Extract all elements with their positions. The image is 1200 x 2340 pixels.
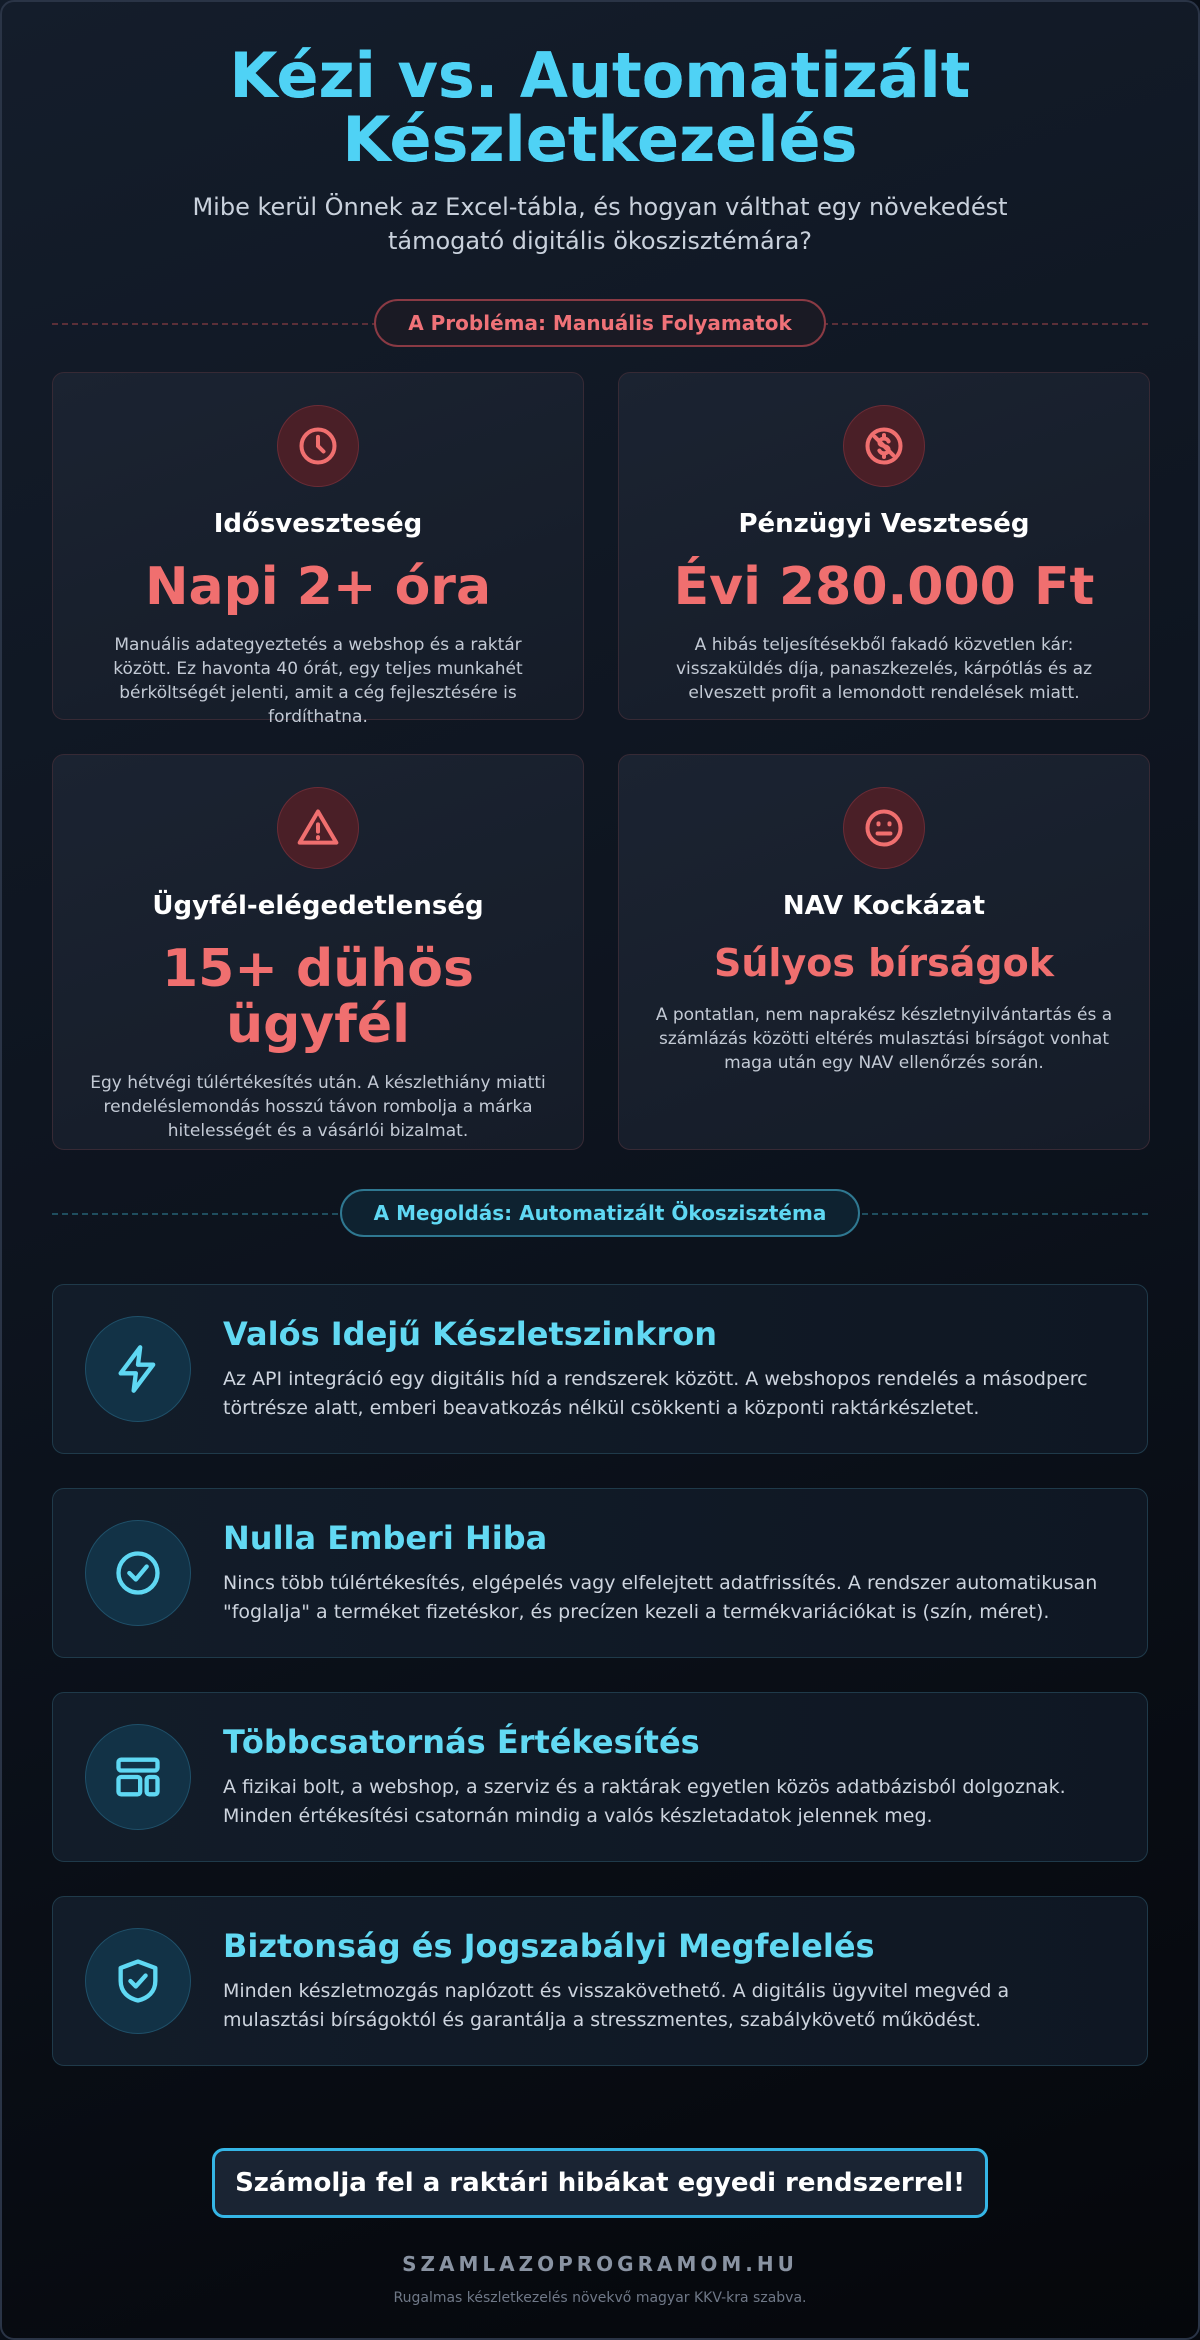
- solution-description: A fizikai bolt, a webshop, a szerviz és a raktárak egyetlen közös adatbázisból dolgoznak. Minden értékesítési csatornán mindig a valós készletadatok jelennek meg.: [223, 1776, 1066, 1827]
- warning-icon: [277, 787, 359, 869]
- solution-text: [223, 1315, 1103, 1423]
- solution-item-multichannel: [52, 1692, 1148, 1862]
- cta-button[interactable]: Számolja fel a raktári hibákat egyedi rendszerrel!: [212, 2148, 988, 2218]
- neutral-face-icon: [843, 787, 925, 869]
- title-line-1: Kézi vs. Automatizált: [229, 39, 971, 112]
- card-stat: Súlyos bírságok: [714, 941, 1054, 985]
- title-line-2: Készletkezelés: [342, 103, 858, 176]
- solution-description: Az API integráció egy digitális híd a rendszerek között. A webshopos rendelés a másodperc törtrésze alatt, emberi beavatkozás nélkül csökkenti a központi raktárkészletet.: [223, 1368, 1088, 1419]
- card-title: Idősveszteség: [213, 509, 423, 539]
- footer: [2, 2252, 1198, 2306]
- shield-check-icon: [85, 1928, 191, 2034]
- problem-section-divider: [52, 298, 1148, 348]
- layout-icon: [85, 1724, 191, 1830]
- solution-text: [223, 1927, 1103, 2035]
- card-description: Egy hétvégi túlértékesítés után. A készlethiány miatti rendeléslemondás hosszú távon rombolja a márka hitelességét és a vásárlói bizalmat.: [90, 1073, 546, 1141]
- money-loss-icon: [843, 405, 925, 487]
- solution-description: Nincs több túlértékesítés, elgépelés vagy elfelejtett adatfrissítés. A rendszer automatikusan "foglalja" a terméket fizetéskor, és precízen kezeli a termékvariációkat is (szín, méret).: [223, 1572, 1098, 1623]
- problem-card-customer-dissatisfaction: [52, 754, 584, 1150]
- page-title: [2, 39, 1198, 176]
- solution-title: Valós Idejű Készletszinkron: [223, 1315, 717, 1353]
- hero: [2, 2, 1198, 258]
- card-stat: Évi 280.000 Ft: [673, 557, 1095, 617]
- problem-card-nav-risk: [618, 754, 1150, 1150]
- solution-text: [223, 1519, 1103, 1627]
- clock-icon: [277, 405, 359, 487]
- card-description: A pontatlan, nem naprakész készletnyilvántartás és a számlázás közötti eltérés mulasztási bírságot vonhat maga után egy NAV ellenőrzés során.: [655, 1005, 1113, 1073]
- solution-item-security-compliance: [52, 1896, 1148, 2066]
- solution-item-zero-error: [52, 1488, 1148, 1658]
- cta-wrapper: [2, 2148, 1198, 2218]
- footer-domain: SZAMLAZOPROGRAMOM.HU: [402, 2252, 798, 2276]
- card-title: Ügyfél-elégedetlenség: [152, 891, 484, 921]
- card-description: A hibás teljesítésekből fakadó közvetlen kár: visszaküldés díja, panaszkezelés, kárpótlás és az elveszett profit a lemondott rendelések miatt.: [675, 635, 1092, 703]
- solution-description: Minden készletmozgás naplózott és visszakövethető. A digitális ügyvitel megvéd a mulasztási bírságoktól és garantálja a stresszmentes, szabálykövető működést.: [223, 1980, 1010, 2031]
- solution-section-divider: [52, 1188, 1148, 1238]
- solution-text: [223, 1723, 1103, 1831]
- card-stat: 15+ dühös ügyfél: [162, 939, 474, 1055]
- solution-title: Nulla Emberi Hiba: [223, 1519, 548, 1557]
- problem-section-label: A Probléma: Manuális Folyamatok: [374, 299, 826, 347]
- card-description: Manuális adategyeztetés a webshop és a raktár között. Ez havonta 40 órát, egy teljes munkahét bérköltségét jelenti, amit a cég fejlesztésére is fordíthatna.: [113, 635, 523, 727]
- card-title: NAV Kockázat: [782, 891, 986, 921]
- solution-list: [52, 1284, 1148, 2066]
- card-title: Pénzügyi Veszteség: [738, 509, 1030, 539]
- page-subtitle: Mibe kerül Önnek az Excel-tábla, és hogyan válthat egy növekedést támogató digitális ökoszisztémára?: [192, 193, 1008, 255]
- solution-title: Biztonság és Jogszabályi Megfelelés: [223, 1927, 875, 1965]
- problem-card-financial-loss: [618, 372, 1150, 720]
- problem-cards-grid: [52, 372, 1148, 1150]
- solution-title: Többcsatornás Értékesítés: [223, 1723, 700, 1761]
- solution-item-realtime-sync: [52, 1284, 1148, 1454]
- solution-section-label: A Megoldás: Automatizált Ökoszisztéma: [340, 1189, 861, 1237]
- card-stat: Napi 2+ óra: [144, 557, 492, 617]
- check-circle-icon: [85, 1520, 191, 1626]
- problem-card-time-loss: [52, 372, 584, 727]
- lightning-icon: [85, 1316, 191, 1422]
- footer-tagline: Rugalmas készletkezelés növekvő magyar KKV-kra szabva.: [393, 2290, 807, 2306]
